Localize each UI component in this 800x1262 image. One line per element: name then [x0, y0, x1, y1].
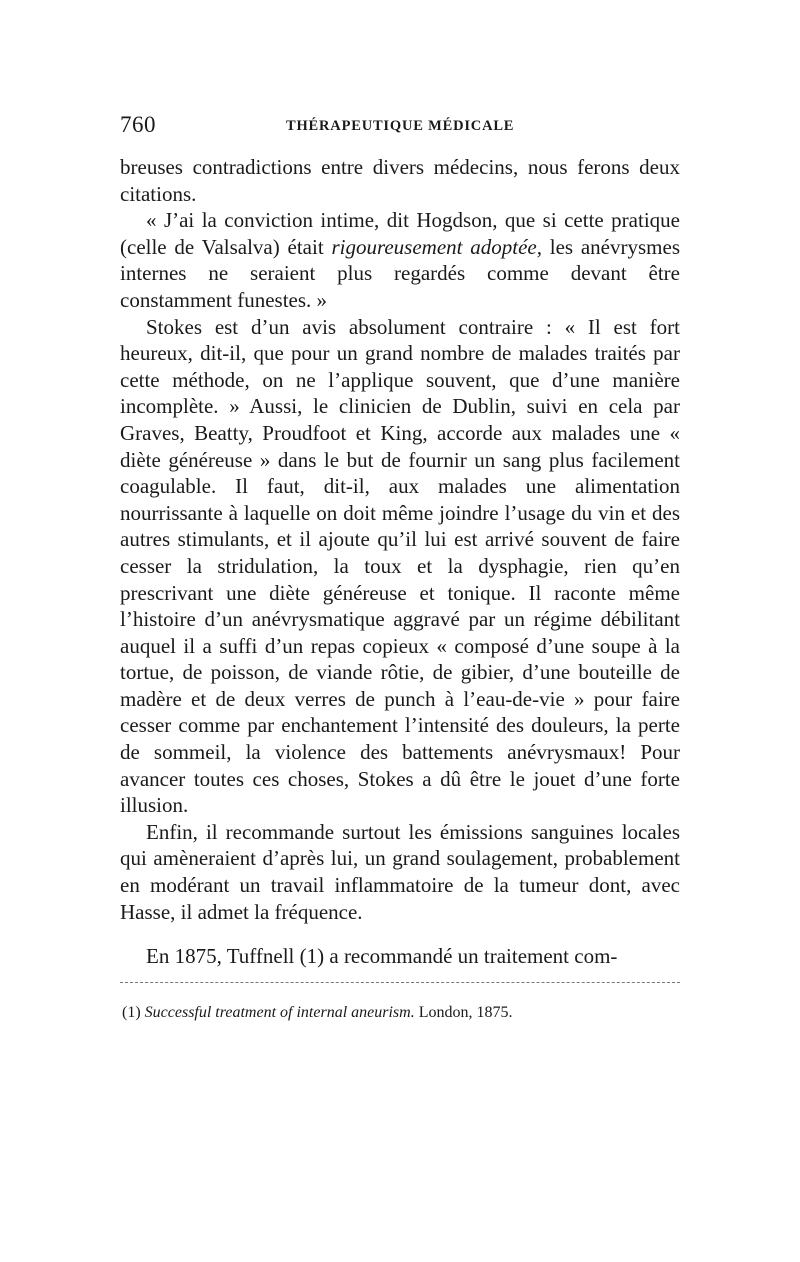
running-head — [120, 112, 680, 142]
footnote-divider — [120, 982, 680, 983]
paragraph-tuffnell: En 1875, Tuffnell (1) a recommandé un traitement com- — [146, 944, 618, 969]
page-number: 760 — [120, 112, 156, 137]
emphasis-rigoureusement-adoptee: rigoureusement adoptée, — [331, 234, 542, 259]
body-text — [120, 154, 680, 970]
paragraph-continuation: breuses contradictions entre divers médecins, nous ferons deux citations. — [120, 155, 680, 206]
footnote — [120, 1003, 680, 1023]
footnote-title: Successful treatment of internal aneurism. — [144, 1003, 415, 1021]
footnote-marker: (1) — [122, 1003, 141, 1021]
book-page — [120, 112, 680, 1023]
footnote-place-year: London, 1875. — [418, 1003, 513, 1021]
paragraph-stokes: Stokes est d’un avis absolument contraire : « Il est fort heureux, dit-il, que pour un grand nombre de malades traités par cette méthode, on ne l’applique souvent, que d’une manière incomplète. » Aussi, le clinicien de Dublin, suivi en cela par Graves, Beatty, Proudfoot et King, accorde aux malades une « diète généreuse » dans le but de fournir un sang plus facilement coagulable. Il faut, dit-il, aux malades une alimentation nourrissante à laquelle on doit même joindre l’usage du vin et des autres stimulants, et il ajoute qu’il lui est arrivé souvent de faire cesser la stridulation, la toux et la dysphagie, rien qu’en prescrivant une diète généreuse et tonique. Il raconte même l’histoire d’un anévrysmatique aggravé par un régime débilitant auquel il a suffi d’un repas copieux « composé d’une soupe à la tortue, de poisson, de viande rôtie, de gibier, d’une bouteille de madère et de deux verres de punch à l’eau-de-vie » pour faire cesser comme par enchantement l’intensité des douleurs, la perte de sommeil, la violence des battements anévrysmaux! Pour avancer toutes ces choses, Stokes a dû être le jouet d’une forte illusion. — [120, 314, 680, 818]
paragraph-enfin: Enfin, il recommande surtout les émissions sanguines locales qui amèneraient d’après lui, un grand soulagement, probablement en modérant un travail inflammatoire de la tumeur dont, avec Hasse, il admet la fréquence. — [120, 819, 680, 924]
paragraph-hogdson-quote: « J’ai la conviction intime, dit Hogdson, que si cette pratique (celle de Valsalva) était rigoureusement adoptée, les anévrysmes internes ne seraient plus regardés comme devant être constamment funestes. » — [120, 208, 680, 312]
running-title: THÉRAPEUTIQUE MÉDICALE — [286, 118, 515, 134]
